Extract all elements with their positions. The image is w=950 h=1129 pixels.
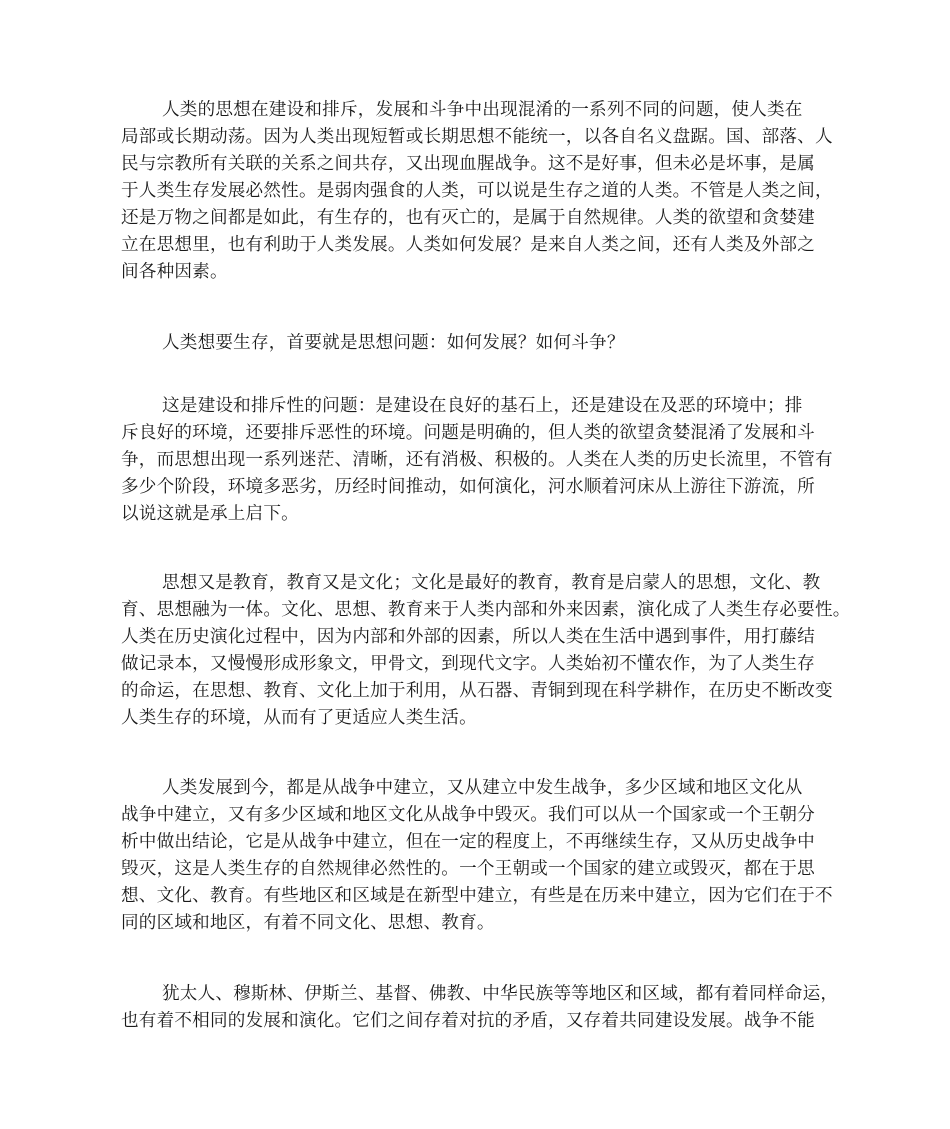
text-line: 犹太人、穆斯林、伊斯兰、基督、佛教、中华民族等等地区和区域，都有着同样命运， xyxy=(162,984,839,1004)
text-line: 同的区域和地区，有着不同文化、思想、教育。 xyxy=(121,913,495,933)
text-line: 立在思想里，也有利助于人类发展。人类如何发展？是来自人类之间，还有人类及外部之 xyxy=(121,235,815,255)
text-line: 局部或长期动荡。因为人类出现短暂或长期思想不能统一，以各自名义盘踞。国、部落、人 xyxy=(121,127,833,147)
paragraph-5 xyxy=(121,775,833,937)
text-line: 民与宗教所有关联的关系之间共存，又出现血腥战争。这不是好事，但未必是坏事，是属 xyxy=(121,154,815,174)
paragraph-1 xyxy=(121,97,833,286)
text-line: 人类的思想在建设和排斥，发展和斗争中出现混淆的一系列不同的问题，使人类在 xyxy=(162,100,803,120)
text-line: 做记录本，又慢慢形成形象文，甲骨文，到现代文字。人类始初不懂农作，为了人类生存 xyxy=(121,654,815,674)
text-line: 思想又是教育，教育又是文化；文化是最好的教育，教育是启蒙人的思想，文化、教 xyxy=(162,573,821,593)
text-line: 间各种因素。 xyxy=(121,262,228,282)
text-line: 人类在历史演化过程中，因为内部和外部的因素，所以人类在生活中遇到事件，用打藤结 xyxy=(121,627,815,647)
text-line: 以说这就是承上启下。 xyxy=(121,504,299,524)
text-line: 多少个阶段，环境多恶劣，历经时间推动，如何演化，河水顺着河床从上游往下游流，所 xyxy=(121,477,815,497)
text-line: 育、思想融为一体。文化、思想、教育来于人类内部和外来因素，演化成了人类生存必要性。 xyxy=(121,600,851,620)
text-line: 析中做出结论，它是从战争中建立，但在一定的程度上，不再继续生存，又从历史战争中 xyxy=(121,832,815,852)
text-line: 想、文化、教育。有些地区和区域是在新型中建立，有些是在历来中建立，因为它们在于不 xyxy=(121,886,833,906)
text-line: 人类发展到今，都是从战争中建立，又从建立中发生战争，多少区域和地区文化从 xyxy=(162,778,803,798)
text-line: 于人类生存发展必然性。是弱肉强食的人类，可以说是生存之道的人类。不管是人类之间， xyxy=(121,181,833,201)
text-line: 争，而思想出现一系列迷茫、清晰，还有消极、积极的。人类在人类的历史长流里，不管有 xyxy=(121,450,833,470)
text-line: 战争中建立，又有多少区域和地区文化从战争中毁灭。我们可以从一个国家或一个王朝分 xyxy=(121,805,815,825)
text-line: 斥良好的环境，还要排斥恶性的环境。问题是明确的，但人类的欲望贪婪混淆了发展和斗 xyxy=(121,423,815,443)
paragraph-6 xyxy=(121,981,839,1035)
text-line: 毁灭，这是人类生存的自然规律必然性的。一个王朝或一个国家的建立或毁灭，都在于思 xyxy=(121,859,815,879)
paragraph-3 xyxy=(121,393,833,528)
text-line: 还是万物之间都是如此，有生存的，也有灭亡的，是属于自然规律。人类的欲望和贪婪建 xyxy=(121,208,815,228)
text-line: 的命运，在思想、教育、文化上加于利用，从石器、青铜到现在科学耕作，在历史不断改变 xyxy=(121,681,833,701)
paragraph-2 xyxy=(121,330,833,357)
text-line: 这是建设和排斥性的问题：是建设在良好的基石上，还是建设在及恶的环境中；排 xyxy=(162,396,803,416)
text-line: 人类想要生存，首要就是思想问题：如何发展？如何斗争？ xyxy=(162,333,625,353)
text-line: 人类生存的环境，从而有了更适应人类生活。 xyxy=(121,708,477,728)
text-line: 也有着不相同的发展和演化。它们之间存着对抗的矛盾，又存着共同建设发展。战争不能 xyxy=(121,1011,815,1031)
paragraph-4 xyxy=(121,570,851,732)
